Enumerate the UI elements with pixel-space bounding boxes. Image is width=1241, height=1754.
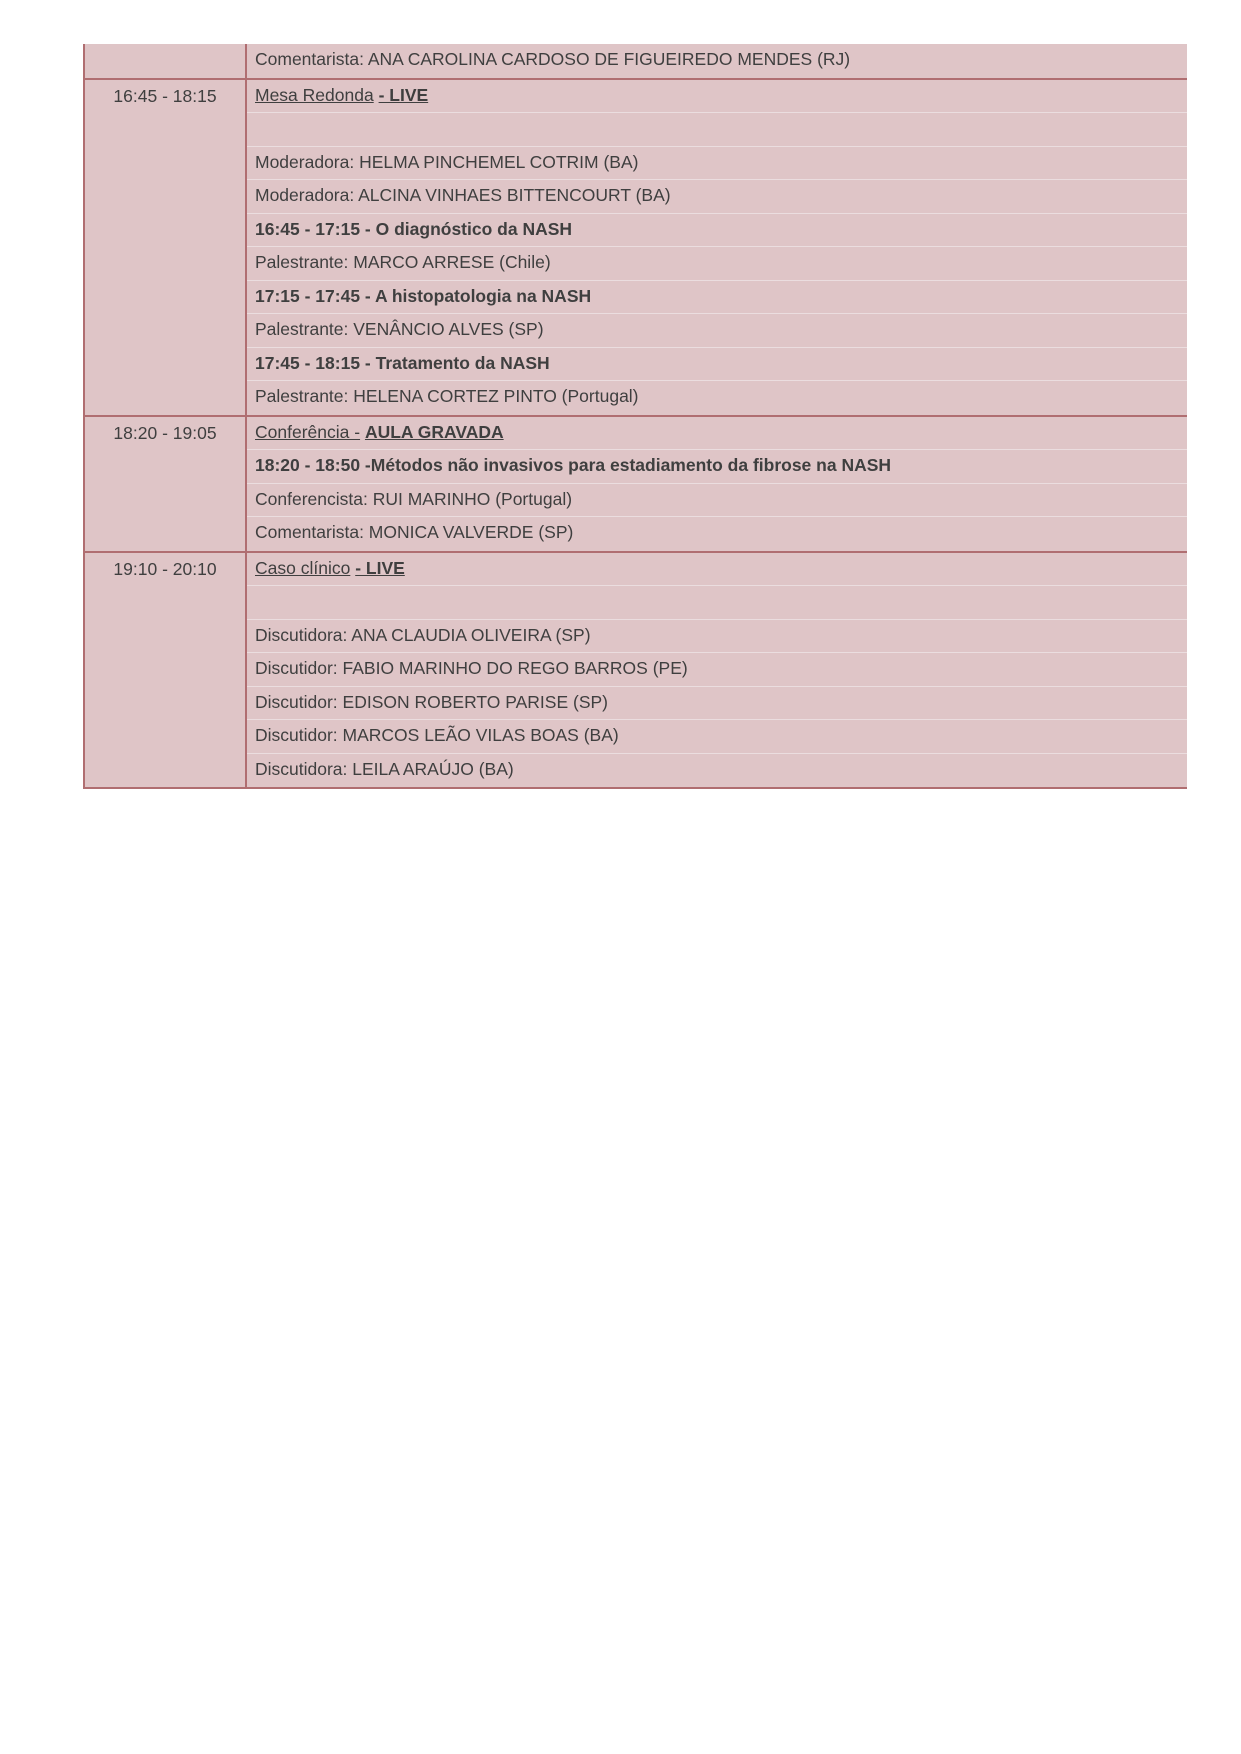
session-header	[247, 80, 1187, 114]
content-cell	[247, 80, 1187, 415]
talk-title: 18:20 - 18:50 -Métodos não invasivos para estadiamento da fibrose na NASH	[247, 450, 1187, 484]
participant-line: Palestrante: VENÂNCIO ALVES (SP)	[247, 314, 1187, 348]
session-time: 16:45 - 18:15	[85, 80, 247, 415]
session-format: - LIVE	[355, 557, 405, 578]
content-cell	[247, 553, 1187, 788]
schedule-row-continued	[85, 44, 1187, 78]
participant-line: Discutidora: LEILA ARAÚJO (BA)	[255, 758, 514, 779]
participant-line: Comentarista: MONICA VALVERDE (SP)	[255, 522, 574, 542]
session-header	[247, 553, 1187, 587]
session-type: Caso clínico	[255, 557, 351, 578]
content-cell	[247, 417, 1187, 551]
content-cell	[247, 44, 1187, 78]
session-format: AULA GRAVADA	[364, 421, 504, 442]
session-type: Mesa Redonda	[255, 84, 374, 105]
session-time: 18:20 - 19:05	[85, 417, 247, 551]
schedule-row	[85, 551, 1187, 788]
participant-line: Discutidor: EDISON ROBERTO PARISE (SP)	[247, 687, 1187, 721]
schedule-table	[83, 44, 1187, 789]
talk-title: 17:45 - 18:15 - Tratamento da NASH	[247, 348, 1187, 382]
participant-line	[247, 113, 1187, 147]
participant-line	[247, 586, 1187, 620]
session-format: - LIVE	[378, 84, 429, 105]
participant-line: Discutidor: MARCOS LEÃO VILAS BOAS (BA)	[247, 720, 1187, 754]
participant-line: Palestrante: HELENA CORTEZ PINTO (Portugal)	[255, 386, 639, 406]
session-type: Conferência -	[255, 421, 361, 442]
talk-title: 17:15 - 17:45 - A histopatologia na NASH	[247, 281, 1187, 315]
participant-line: Moderadora: ALCINA VINHAES BITTENCOURT (BA)	[247, 180, 1187, 214]
schedule-row	[85, 415, 1187, 551]
participant-line: Discutidora: ANA CLAUDIA OLIVEIRA (SP)	[247, 620, 1187, 654]
participant-line: Comentarista: ANA CAROLINA CARDOSO DE FIGUEIREDO MENDES (RJ)	[255, 49, 851, 69]
schedule-row	[85, 78, 1187, 415]
participant-line: Moderadora: HELMA PINCHEMEL COTRIM (BA)	[247, 147, 1187, 181]
participant-line: Discutidor: FABIO MARINHO DO REGO BARROS (PE)	[247, 653, 1187, 687]
session-time: 19:10 - 20:10	[85, 553, 247, 788]
session-header	[247, 417, 1187, 451]
talk-title: 16:45 - 17:15 - O diagnóstico da NASH	[247, 214, 1187, 248]
participant-line: Palestrante: MARCO ARRESE (Chile)	[247, 247, 1187, 281]
participant-line: Conferencista: RUI MARINHO (Portugal)	[247, 484, 1187, 518]
time-cell	[85, 44, 247, 78]
